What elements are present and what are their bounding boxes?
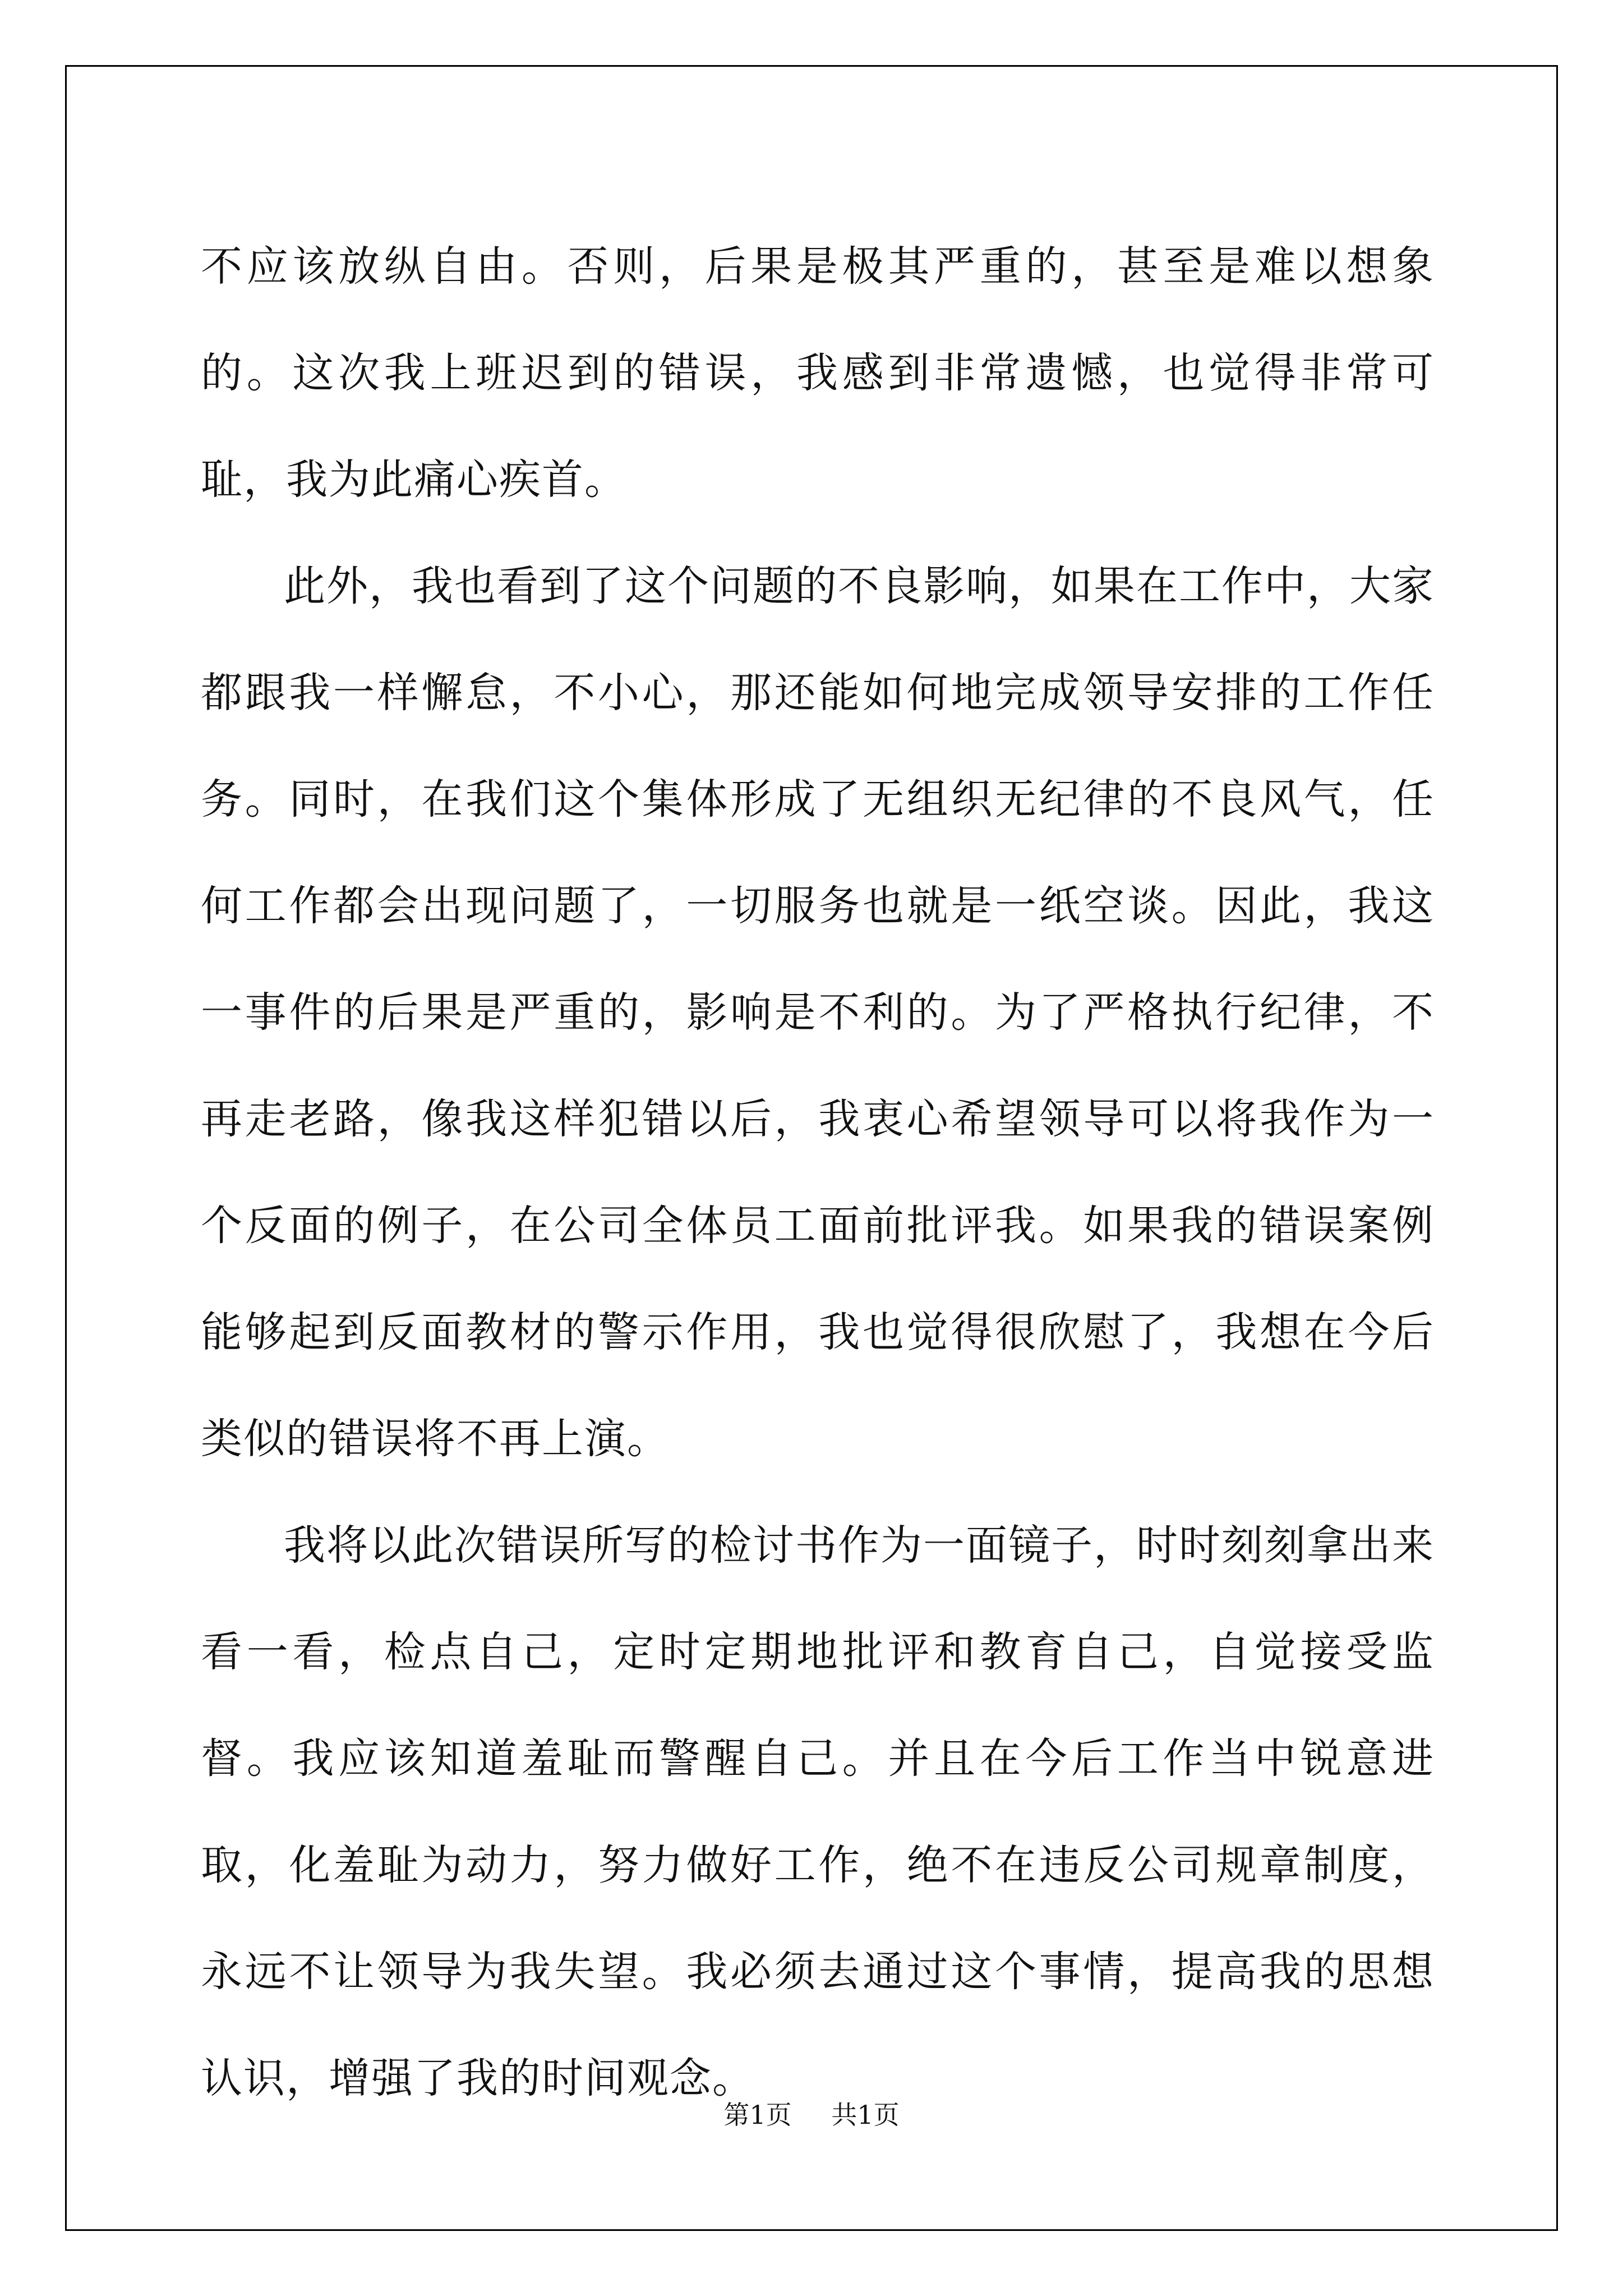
paragraph-2: 此外，我也看到了这个问题的不良影响，如果在工作中，大家都跟我一样懈怠，不小心，那还能如何地完成领导安排的工作任务。同时，在我们这个集体形成了无组织无纪律的不良风气，任何工作都会出现问题了，一切服务也就是一纸空谈。因此，我这一事件的后果是严重的，影响是不利的。为了严格执行纪律，不再走老路，像我这样犯错以后，我衷心希望领导可以将我作为一个反面的例子，在公司全体员工面前批评我。如果我的错误案例能够起到反面教材的警示作用，我也觉得很欣慰了，我想在今后类似的错误将不再上演。 xyxy=(201,562,1435,1463)
page-footer xyxy=(0,2095,1623,2132)
page-total: 共1页 xyxy=(831,2100,900,2130)
document-body xyxy=(201,213,1435,2132)
paragraph-3: 我将以此次错误所写的检讨书作为一面镜子，时时刻刻拿出来看一看，检点自己，定时定期地批评和教育自己，自觉接受监督。我应该知道羞耻而警醒自己。并且在今后工作当中锐意进取，化羞耻为动力，努力做好工作，绝不在违反公司规章制度，永远不让领导为我失望。我必须去通过这个事情，提高我的思想认识，增强了我的时间观念。 xyxy=(201,1521,1435,2102)
page-number: 第1页 xyxy=(723,2100,792,2130)
paragraph-1: 不应该放纵自由。否则，后果是极其严重的，甚至是难以想象的。这次我上班迟到的错误，我感到非常遗憾，也觉得非常可耻，我为此痛心疾首。 xyxy=(201,242,1435,504)
